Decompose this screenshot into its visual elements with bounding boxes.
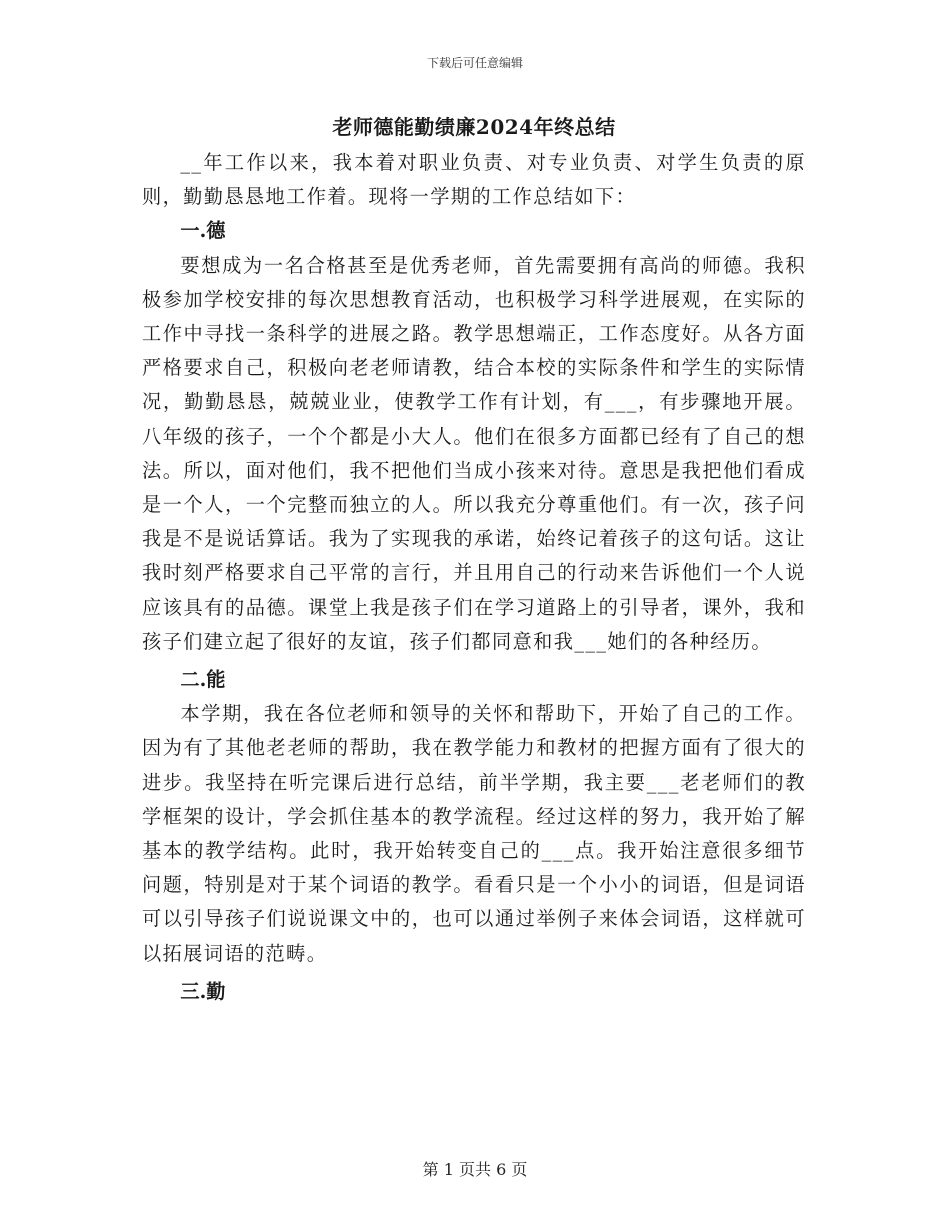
- page-header: 下载后可任意编辑: [426, 56, 523, 70]
- section-heading-de: 一.德: [180, 219, 226, 243]
- page-number: 第 1 页共 6 页: [422, 1160, 528, 1179]
- document-content: [142, 112, 806, 1009]
- intro-paragraph: __年工作以来，我本着对职业负责、对专业负责、对学生负责的原则，勤勤恳恳地工作着。现将一学期的工作总结如下：: [142, 151, 806, 209]
- section-heading-qin: 三.勤: [180, 979, 226, 1003]
- section-body-neng: 本学期，我在各位老师和领导的关怀和帮助下，开始了自己的工作。因为有了其他老老师的帮助，我在教学能力和教材的把握方面有了很大的进步。我坚持在听完课后进行总结，前半学期，我主要___老老师们的教学框架的设计，学会抓住基本的教学流程。经过这样的努力，我开始了解基本的教学结构。此时，我开始转变自己的___点。我开始注意很多细节问题，特别是对于某个词语的教学。看看只是一个小小的词语，但是词语可以引导孩子们说说课文中的，也可以通过举例子来体会词语，这样就可以拓展词语的范畴。: [142, 702, 806, 965]
- document-title: 老师德能勤绩廉2024年终总结: [332, 115, 616, 139]
- section-heading-neng: 二.能: [180, 668, 226, 692]
- section-body-de: 要想成为一名合格甚至是优秀老师，首先需要拥有高尚的师德。我积极参加学校安排的每次思想教育活动，也积极学习科学进展观，在实际的工作中寻找一条科学的进展之路。教学思想端正，工作态度好。从各方面严格要求自己，积极向老老师请教，结合本校的实际条件和学生的实际情况，勤勤恳恳，兢兢业业，使教学工作有计划，有___，有步骤地开展。八年级的孩子，一个个都是小大人。他们在很多方面都已经有了自己的想法。所以，面对他们，我不把他们当成小孩来对待。意思是我把他们看成是一个人，一个完整而独立的人。所以我充分尊重他们。有一次，孩子问我是不是说话算话。我为了实现我的承诺，始终记着孩子的这句话。这让我时刻严格要求自己平常的言行，并且用自己的行动来告诉他们一个人说应该具有的品德。课堂上我是孩子们在学习道路上的引导者，课外，我和孩子们建立起了很好的友谊，孩子们都同意和我___她们的各种经历。: [142, 253, 806, 653]
